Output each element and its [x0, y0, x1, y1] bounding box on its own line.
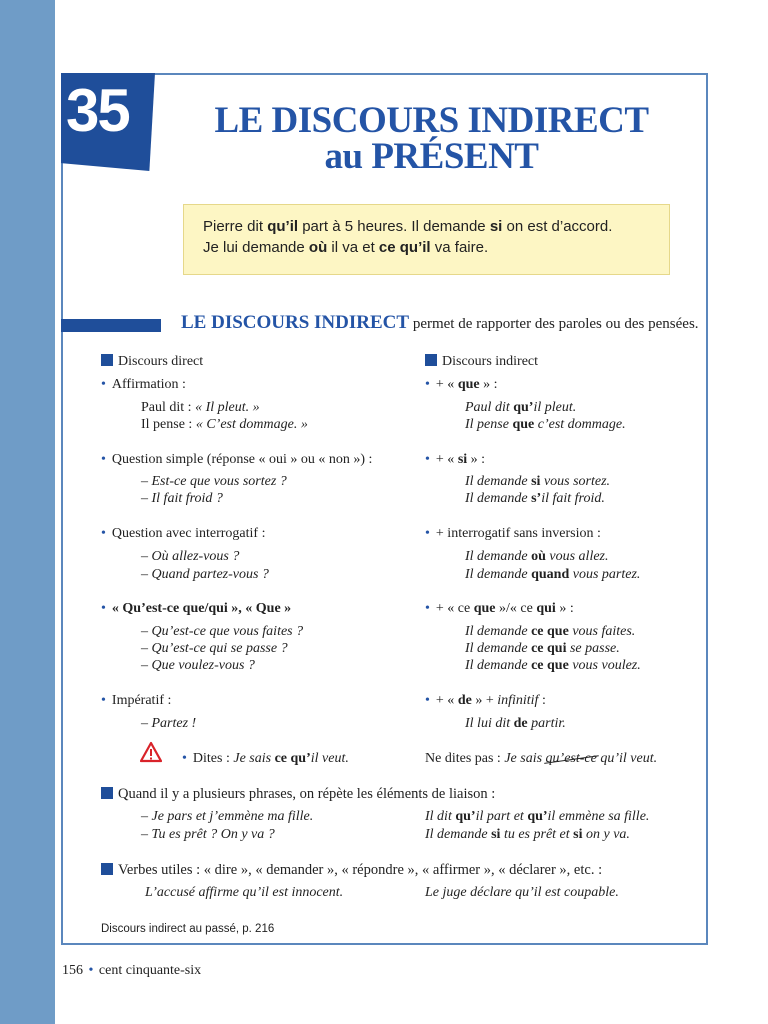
question-simple-direct-1: – Est-ce que vous sortez ? [141, 474, 287, 489]
intro-example-box [183, 204, 670, 275]
section-bar [61, 319, 161, 332]
affirmation-direct-1: Paul dit : « Il pleut. » [141, 400, 260, 415]
page-title-line1: LE DISCOURS INDIRECT [214, 100, 649, 141]
intro-line2: Je lui demande où il va et ce qu’il va faire. [203, 239, 489, 256]
question-simple-rule: • + « si » : [425, 452, 486, 467]
verbes-example-2: Le juge déclare qu’il est coupable. [425, 885, 619, 900]
verbes-example-1: L’accusé affirme qu’il est innocent. [145, 885, 344, 900]
page-number: 156 [62, 963, 83, 978]
questce-direct-3: – Que voulez-vous ? [141, 658, 255, 673]
plusieurs-direct-2: – Tu es prêt ? On y va ? [141, 827, 275, 842]
question-simple-indirect-2: Il demande s’il fait froid. [465, 491, 605, 506]
question-inter-direct-2: – Quand partez-vous ? [141, 567, 269, 582]
page-title-line2: au PRÉSENT [324, 136, 539, 177]
imperatif-indirect-1: Il lui dit de partir. [465, 716, 566, 731]
plusieurs-indirect-1: Il dit qu’il part et qu’il emmène sa fille. [425, 809, 650, 824]
question-simple-direct-2: – Il fait froid ? [141, 491, 223, 506]
plusieurs-title: Quand il y a plusieurs phrases, on répète les éléments de liaison : [101, 785, 495, 803]
plusieurs-indirect-2: Il demande si tu es prêt et si on y va. [425, 827, 630, 842]
plusieurs-direct-1: – Je pars et j’emmène ma fille. [141, 809, 314, 824]
question-simple-label: • Question simple (réponse « oui » ou « non ») : [101, 452, 373, 467]
imperatif-direct-1: – Partez ! [141, 716, 197, 731]
section-heading: LE DISCOURS INDIRECT permet de rapporter des paroles ou des pensées. [181, 312, 699, 333]
struck-out-text: qu’est-ce [545, 751, 597, 766]
questce-rule: • + « ce que »/« ce qui » : [425, 601, 574, 616]
chapter-number: 35 [66, 77, 129, 144]
header-direct: Discours direct [101, 353, 203, 371]
verbes-title: Verbes utiles : « dire », « demander », « répondre », « affirmer », « déclarer », etc. : [101, 861, 602, 879]
question-inter-label: • Question avec interrogatif : [101, 526, 266, 541]
questce-direct-1: – Qu’est-ce que vous faites ? [141, 624, 304, 639]
imperatif-label: • Impératif : [101, 693, 172, 708]
see-also-reference: Discours indirect au passé, p. 216 [101, 923, 275, 935]
affirmation-indirect-1: Paul dit qu’il pleut. [465, 400, 577, 415]
warning-incorrect: Ne dites pas : Je sais qu’est-ce qu’il veut. [425, 751, 658, 766]
page-sidebar-band [0, 0, 55, 1024]
question-inter-indirect-1: Il demande où vous allez. [465, 549, 609, 564]
page-number-words: cent cinquante-six [98, 963, 202, 978]
question-inter-direct-1: – Où allez-vous ? [141, 549, 240, 564]
affirmation-label: • Affirmation : [101, 377, 186, 392]
question-simple-indirect-1: Il demande si vous sortez. [465, 474, 611, 489]
questce-indirect-2: Il demande ce qui se passe. [465, 641, 620, 656]
questce-indirect-1: Il demande ce que vous faites. [465, 624, 636, 639]
header-indirect: Discours indirect [425, 353, 538, 371]
affirmation-rule: • + « que » : [425, 377, 498, 392]
questce-direct-2: – Qu’est-ce qui se passe ? [141, 641, 288, 656]
questce-indirect-3: Il demande ce que vous voulez. [465, 658, 641, 673]
affirmation-indirect-2: Il pense que c’est dommage. [465, 417, 626, 432]
affirmation-direct-2: Il pense : « C’est dommage. » [141, 417, 308, 432]
question-inter-indirect-2: Il demande quand vous partez. [465, 567, 641, 582]
questce-label: • « Qu’est-ce que/qui », « Que » [101, 601, 292, 616]
warning-correct: • Dites : Je sais ce qu’il veut. [182, 751, 349, 766]
question-inter-rule: • + interrogatif sans inversion : [425, 526, 601, 541]
imperatif-rule: • + « de » + infinitif : [425, 693, 546, 708]
page-footer: 156 • cent cinquante-six [62, 963, 202, 978]
intro-line1: Pierre dit qu’il part à 5 heures. Il demande si on est d’accord. [203, 218, 613, 235]
warning-icon [140, 741, 162, 763]
